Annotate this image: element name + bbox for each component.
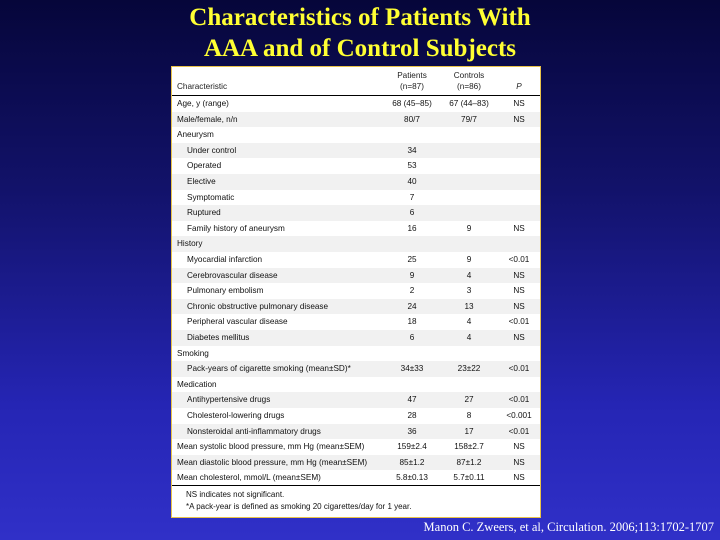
row-label: Medication [177, 379, 217, 389]
row-label: Mean diastolic blood pressure, mm Hg (mean±SEM) [177, 457, 368, 467]
citation: Manon C. Zweers, et al, Circulation. 2006;113:1702-1707 [423, 520, 714, 534]
row-controls-value: 9 [466, 255, 472, 264]
row-label: Cerebrovascular disease [187, 270, 278, 280]
row-p-value: NS [513, 270, 525, 280]
row-p-value: NS [513, 99, 525, 108]
table-row [172, 127, 540, 143]
row-patients-value: 159±2.4 [397, 442, 427, 452]
table-row [172, 408, 540, 424]
footnote-ns: NS indicates not significant. [186, 490, 285, 499]
row-patients-value: 24 [407, 301, 417, 311]
row-label: Myocardial infarction [187, 255, 263, 264]
table-row [172, 268, 540, 284]
table-row [172, 299, 540, 315]
table-header [172, 67, 540, 96]
row-label: Pack-years of cigarette smoking (mean±SD)* [187, 364, 351, 374]
row-p-value: NS [513, 333, 525, 342]
row-controls-value: 4 [466, 333, 472, 342]
row-patients-value: 80/7 [404, 114, 420, 124]
header-controls-label: Controls [453, 71, 485, 80]
row-label: Under control [187, 145, 237, 155]
slide-title [0, 2, 720, 64]
row-label: Diabetes mellitus [187, 333, 250, 342]
row-patients-value: 25 [407, 255, 417, 264]
row-controls-value: 13 [464, 301, 474, 311]
row-controls-value: 67 (44–83) [449, 99, 489, 108]
table-row [172, 252, 540, 268]
header-controls-n: (n=86) [457, 82, 481, 91]
row-p-value: <0.01 [508, 255, 530, 264]
table-row [172, 283, 540, 299]
row-p-value: <0.01 [508, 317, 530, 327]
table-row [172, 346, 540, 362]
row-label: Family history of aneurysm [187, 223, 285, 233]
row-label: History [177, 239, 203, 249]
row-p-value: <0.01 [508, 364, 530, 374]
row-label: Operated [187, 161, 222, 171]
row-patients-value: 68 (45–85) [392, 99, 432, 108]
header-controls [445, 70, 493, 92]
table-row [172, 205, 540, 221]
row-patients-value: 5.8±0.13 [396, 473, 428, 483]
row-patients-value: 34 [407, 145, 417, 155]
row-patients-value: 7 [409, 192, 415, 202]
row-controls-value: 9 [466, 223, 472, 233]
row-controls-value: 158±2.7 [454, 442, 484, 452]
row-p-value: NS [513, 473, 525, 483]
row-label: Aneurysm [177, 130, 214, 140]
row-controls-value: 8 [466, 411, 472, 420]
row-p-value: NS [513, 301, 525, 311]
table-row [172, 190, 540, 206]
row-label: Male/female, n/n [177, 114, 238, 124]
row-patients-value: 6 [409, 208, 415, 218]
header-p-value: P [516, 82, 522, 91]
row-patients-value: 40 [407, 177, 417, 186]
row-label: Symptomatic [187, 192, 235, 202]
header-patients [382, 70, 442, 92]
row-p-value: <0.001 [506, 411, 532, 420]
table-row [172, 112, 540, 128]
table-row [172, 455, 540, 471]
row-patients-value: 85±1.2 [399, 457, 425, 467]
table-row [172, 330, 540, 346]
row-label: Mean systolic blood pressure, mm Hg (mean±SEM) [177, 442, 365, 452]
row-p-value: NS [513, 223, 525, 233]
row-patients-value: 53 [407, 161, 417, 171]
row-label: Smoking [177, 348, 209, 358]
table-row [172, 439, 540, 455]
row-patients-value: 36 [407, 426, 417, 436]
row-p-value: NS [513, 286, 525, 296]
row-patients-value: 16 [407, 223, 417, 233]
slide-title-line-2: AAA and of Control Subjects [203, 35, 517, 62]
row-p-value: NS [513, 114, 525, 124]
table-row [172, 392, 540, 408]
header-characteristic: Characteristic [177, 82, 228, 91]
table-row [172, 96, 540, 112]
characteristics-table [171, 66, 541, 518]
row-p-value: <0.01 [508, 426, 530, 436]
row-label: Elective [187, 177, 216, 186]
row-controls-value: 17 [464, 426, 474, 436]
table-row [172, 158, 540, 174]
row-patients-value: 34±33 [400, 364, 424, 374]
row-patients-value: 9 [409, 270, 415, 280]
row-label: Chronic obstructive pulmonary disease [187, 301, 329, 311]
slide-title-line-1: Characteristics of Patients With [189, 4, 531, 31]
row-label: Antihypertensive drugs [187, 395, 271, 405]
row-controls-value: 87±1.2 [456, 457, 482, 467]
table-row [172, 143, 540, 159]
row-controls-value: 3 [466, 286, 472, 296]
table-row [172, 470, 540, 486]
footnote-pack-year: *A pack-year is defined as smoking 20 cigarettes/day for 1 year. [186, 502, 412, 511]
row-controls-value: 23±22 [457, 364, 481, 374]
header-patients-label: Patients [397, 71, 427, 80]
row-label: Nonsteroidal anti-inflammatory drugs [187, 426, 321, 436]
row-patients-value: 6 [409, 333, 415, 342]
row-label: Peripheral vascular disease [187, 317, 288, 327]
row-controls-value: 4 [466, 270, 472, 280]
row-p-value: <0.01 [508, 395, 530, 405]
row-p-value: NS [513, 442, 525, 452]
row-controls-value: 27 [464, 395, 474, 405]
table-row [172, 236, 540, 252]
table-row [172, 361, 540, 377]
row-patients-value: 28 [407, 411, 417, 420]
table-footnotes [172, 485, 540, 513]
row-patients-value: 2 [409, 286, 415, 296]
row-patients-value: 47 [407, 395, 417, 405]
row-patients-value: 18 [407, 317, 417, 327]
row-label: Pulmonary embolism [187, 286, 264, 296]
table-row [172, 424, 540, 440]
header-patients-n: (n=87) [400, 82, 424, 91]
row-controls-value: 4 [466, 317, 472, 327]
row-p-value: NS [513, 457, 525, 467]
row-label: Age, y (range) [177, 99, 229, 108]
row-label: Cholesterol-lowering drugs [187, 411, 285, 420]
row-label: Ruptured [187, 208, 221, 218]
row-controls-value: 5.7±0.11 [453, 473, 485, 483]
table-row [172, 377, 540, 393]
row-label: Mean cholesterol, mmol/L (mean±SEM) [177, 473, 321, 483]
row-controls-value: 79/7 [461, 114, 477, 124]
table-row [172, 221, 540, 237]
table-row [172, 314, 540, 330]
table-row [172, 174, 540, 190]
